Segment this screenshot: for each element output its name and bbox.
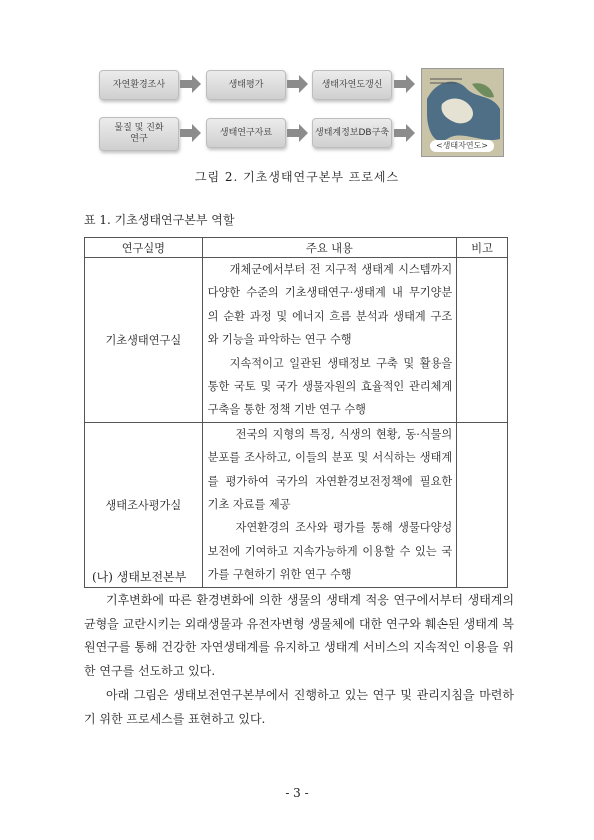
process-box-label: 자연환경조사 (112, 79, 166, 90)
lab-name-cell: 생태조사평가실 (85, 422, 203, 587)
content-cell (202, 258, 457, 423)
process-box-label: 물질 및 진화 연구 (114, 123, 164, 144)
figure-caption: 그림 2. 기초생태연구본부 프로세스 (194, 170, 400, 184)
content-paragraph: 개체군에서부터 전 지구적 생태계 시스템까지 다양한 수준의 기초생태연구·생태계 내 무기양분의 순환 과정 및 에너지 흐름 분석과 생태계 구조와 기능을 파악하는 연구 수행 (207, 263, 453, 347)
column-header: 주요 내용 (202, 238, 457, 258)
process-box-label: 생태계정보DB구축 (315, 127, 389, 138)
table-row (85, 258, 508, 423)
content-paragraph: 지속적이고 일관된 생태정보 구축 및 활용을 통한 국토 및 국가 생물자원의 효율적인 관리체계 구축을 통한 정책 기반 연구 수행 (207, 356, 453, 417)
column-header: 비고 (457, 238, 508, 258)
arrow-right-icon (287, 74, 309, 94)
lab-name-cell: 기초생태연구실 (85, 258, 203, 423)
process-box-eco-assessment (206, 70, 286, 100)
process-box-label: 생태자연도갱신 (321, 79, 383, 90)
arrow-right-icon (394, 123, 416, 143)
content-paragraph: 자연환경의 조사와 평가를 통해 생물다양성 보전에 기여하고 지속가능하게 이용할 수 있는 국가를 구현하기 위한 연구 수행 (207, 521, 453, 582)
content-paragraph: 전국의 지형의 특징, 식생의 현황, 동·식물의 분포를 조사하고, 이들의 분포 및 서식하는 생태계를 평가하여 국가의 자연환경보전정책에 필요한 기초 자료를 제공 (207, 427, 453, 512)
process-box-eco-db (312, 118, 392, 148)
arrow-right-icon (180, 123, 202, 143)
note-cell (457, 258, 508, 423)
table-header-row (85, 238, 508, 258)
body-paragraph: 아래 그림은 생태보전연구본부에서 진행하고 있는 연구 및 관리지침을 마련하기 위한 프로세스를 표현하고 있다. (84, 688, 514, 726)
page-number: - 3 - (285, 786, 309, 800)
note-cell (457, 422, 508, 587)
process-box-material-evolution (99, 117, 179, 151)
table-row (85, 422, 508, 587)
roles-table (84, 237, 508, 588)
process-box-natural-survey (99, 70, 179, 100)
process-box-label: 생태연구자료 (219, 127, 273, 138)
process-box-eco-map-update (312, 70, 392, 100)
arrow-right-icon (180, 74, 202, 94)
column-header: 연구실명 (85, 238, 203, 258)
process-box-label: 생태평가 (228, 79, 264, 90)
arrow-right-icon (394, 74, 416, 94)
map-label: <생태자연도> (430, 140, 494, 152)
process-box-eco-data (206, 118, 286, 148)
table-title: 표 1. 기초생태연구본부 역할 (84, 213, 235, 227)
content-cell (202, 422, 457, 587)
body-paragraph: 기후변화에 따른 환경변화에 의한 생물의 생태계 적응 연구에서부터 생태계의 균형을 교란시키는 외래생물과 유전자변형 생물체에 대한 연구와 훼손된 생태계 복원연구를 통해 건강한 자연생태계를 유지하고 생태계 서비스의 지속적인 이용을 위한 연구를 선도하고 있다. (84, 593, 514, 678)
section-heading: (나) 생태보전본부 (92, 570, 187, 584)
arrow-right-icon (287, 123, 309, 143)
